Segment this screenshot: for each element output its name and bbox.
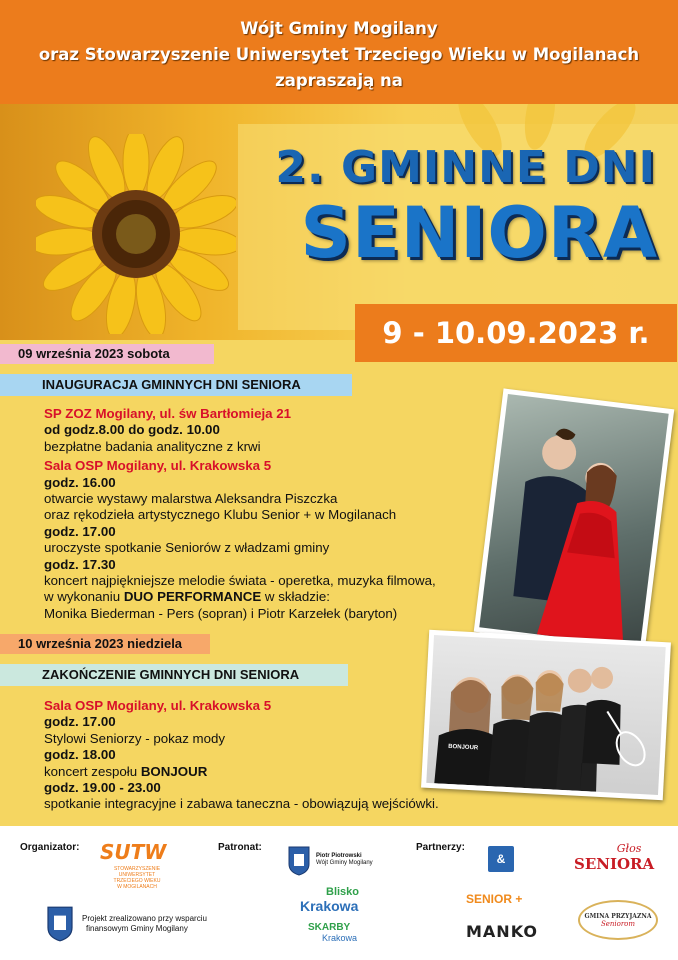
header-banner [0, 0, 678, 104]
skarby-text: SKARBY [308, 922, 351, 933]
day2-venue: Sala OSP Mogilany, ul. Krakowska 5 [44, 698, 272, 713]
day2-desc1: Stylowi Seniorzy - pokaz mody [44, 730, 226, 746]
seniora-logo-text: SENIORA [574, 855, 655, 873]
day1-desc2b: oraz rękodzieła artystycznego Klubu Senior + w Mogilanach [44, 507, 397, 523]
partner-logo-icon: & [488, 846, 514, 872]
day1-time1: od godz.8.00 do godz. 10.00 [44, 422, 220, 438]
header-line1: Wójt Gminy Mogilany [240, 19, 438, 38]
gmina-przyjazna-seniorom-logo [578, 900, 658, 940]
event-date-badge: 9 - 10.09.2023 r. [355, 304, 677, 362]
project-line1: Projekt zrealizowano przy wsparciu [82, 914, 207, 923]
blisko-text: Blisko [326, 886, 360, 898]
header-line2: oraz Stowarzyszenie Uniwersytet Trzeciego Wieku w Mogilanach [38, 45, 640, 64]
header-line3: zapraszają na [275, 71, 403, 90]
day2-desc2 [44, 764, 439, 780]
bonjour-band-figures [426, 635, 665, 795]
mogilany-crest-icon [288, 846, 310, 876]
event-title-line2: SENIORA [300, 192, 658, 274]
day1-desc4b [44, 589, 436, 605]
krakowa-text: Krakowa [300, 898, 359, 914]
utw-logo [100, 840, 188, 896]
band-shirt-text: BONJOUR [448, 743, 479, 752]
gmina-przyjazna-text: GMINA PRZYJAZNA [584, 913, 652, 920]
day2-program [44, 698, 439, 813]
bonjour-band-photo [421, 630, 671, 800]
day1-program [44, 406, 436, 622]
patron-name: Piotr Piotrowski [316, 853, 362, 859]
event-title-line1: 2. GMINNE DNI [275, 142, 656, 193]
partners-label: Partnerzy: [416, 842, 465, 853]
blisko-krakowa-logo [300, 886, 359, 914]
day1-section-title: INAUGURACJA GMINNYCH DNI SENIORA [0, 374, 352, 396]
day1-desc3: uroczyste spotkanie Seniorów z władzami gminy [44, 540, 330, 556]
duo-performance-photo [474, 388, 675, 652]
patron-label: Patronat: [218, 842, 262, 853]
day1-desc2a: otwarcie wystawy malarstwa Aleksandra Piszczka [44, 491, 338, 507]
day2-time1: godz. 17.00 [44, 714, 116, 730]
bonjour-band-name: BONJOUR [140, 763, 208, 779]
glos-seniora-logo [574, 842, 654, 873]
day2-label: 10 września 2023 niedziela [0, 634, 210, 654]
day1-desc4c: Monika Biederman - Pers (sopran) i Piotr Karzełek (baryton) [44, 605, 398, 621]
day2-desc2-pre: koncert zespołu [44, 763, 141, 779]
day1-venue2: Sala OSP Mogilany, ul. Krakowska 5 [44, 458, 272, 474]
skarby-krakowa-text: Krakowa [322, 933, 358, 943]
utw-logo-caption: STOWARZYSZENIE UNIWERSYTET TRZECIEGO WIEKU W MOGILANACH [113, 866, 161, 890]
seniorom-text: Seniorom [600, 920, 636, 928]
senior-plus-logo: SENIOR + [466, 892, 523, 906]
duo-performance-name: DUO PERFORMANCE [123, 589, 262, 605]
manko-logo: MANKO [466, 922, 538, 941]
mogilany-crest-icon-2 [46, 906, 74, 942]
day1-desc4b-pre: w wykonaniu [44, 589, 124, 605]
day1-desc4b-post: w składzie: [261, 589, 330, 605]
day1-time4: godz. 17.30 [44, 556, 116, 572]
day1-time2: godz. 16.00 [44, 474, 116, 490]
project-funding-note [82, 914, 207, 934]
day1-time3: godz. 17.00 [44, 523, 116, 539]
day1-desc4a: koncert najpiękniejsze melodie świata - operetka, muzyka filmowa, [44, 573, 436, 589]
day1-label: 09 września 2023 sobota [0, 344, 214, 364]
sunflower-image [36, 134, 236, 334]
skarby-krakowa-logo [308, 922, 357, 943]
day1-desc1: bezpłatne badania analityczne z krwi [44, 438, 261, 454]
organizer-label: Organizator: [20, 842, 80, 853]
day2-section-title: ZAKOŃCZENIE GMINNYCH DNI SENIORA [0, 664, 348, 686]
day2-desc3: spotkanie integracyjne i zabawa taneczna - obowiązują wejściówki. [44, 796, 439, 812]
footer-sponsors [0, 826, 678, 960]
duo-performance-figures [479, 394, 668, 647]
day2-time2: godz. 18.00 [44, 747, 116, 763]
patron-title: Wójt Gminy Mogilany [316, 860, 373, 866]
glos-text: Głos [616, 842, 642, 855]
utw-logo-text: SUTW [100, 840, 167, 864]
project-line2: finansowym Gminy Mogilany [86, 924, 188, 933]
day2-time3: godz. 19.00 - 23.00 [44, 780, 161, 796]
day1-venue1: SP ZOZ Mogilany, ul. św Bartłomieja 21 [44, 406, 292, 421]
